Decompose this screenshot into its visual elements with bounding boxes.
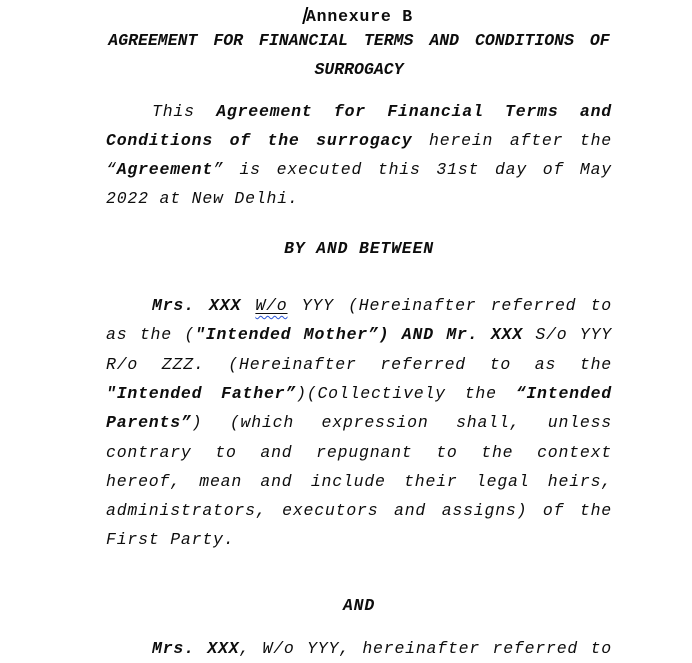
text-run: S/o YYY R/o ZZZ. (Hereinafter referred to as the [106,325,612,374]
text-run: YYY (Hereinafter referred to as the ( [106,296,612,345]
opening-paragraph [106,97,612,214]
text-run: AND [342,595,376,615]
text-run: Agreement [116,160,214,180]
document-title [106,26,612,85]
text-run: "Intended Father” [106,383,297,403]
and-heading [106,591,612,620]
text-run: ” is executed this 31st day of May 2022 at New Delhi. [106,160,612,209]
grammar-flagged-word [255,296,287,315]
text-run: Agreement for Financial Terms and Conditions of the surrogacy [106,101,613,150]
text-run: This [152,101,217,121]
second-party-paragraph [106,634,612,663]
first-party-paragraph [106,291,612,555]
annexure-heading [106,4,612,26]
text-run: AGREEMENT FOR FINANCIAL TERMS AND CONDITIONS OF SURROGACY [108,31,610,80]
text-run: herein after the “ [106,130,612,180]
text-run: Mrs. XXX [152,296,256,316]
text-run: )(Collectively the [296,383,516,403]
text-run: W/o [255,296,288,316]
by-and-between-heading [106,234,612,263]
text-run: BY AND BETWEEN [284,238,434,258]
text-run: “Intended Parents” [106,383,612,433]
text-run: Annexure B [305,7,414,26]
text-run: ) (which expression shall, unless contrary to and repugnant to the context hereof, mean and include their legal heirs, administrators, executors and assigns) of the First Party. [106,413,612,550]
text-run: "Intended Mother”) AND Mr. XXX [195,325,536,345]
text-run: Mrs. XXX [152,639,240,659]
annexure-label [306,7,413,26]
text-run: , W/o YYY, hereinafter referred to [239,639,612,659]
